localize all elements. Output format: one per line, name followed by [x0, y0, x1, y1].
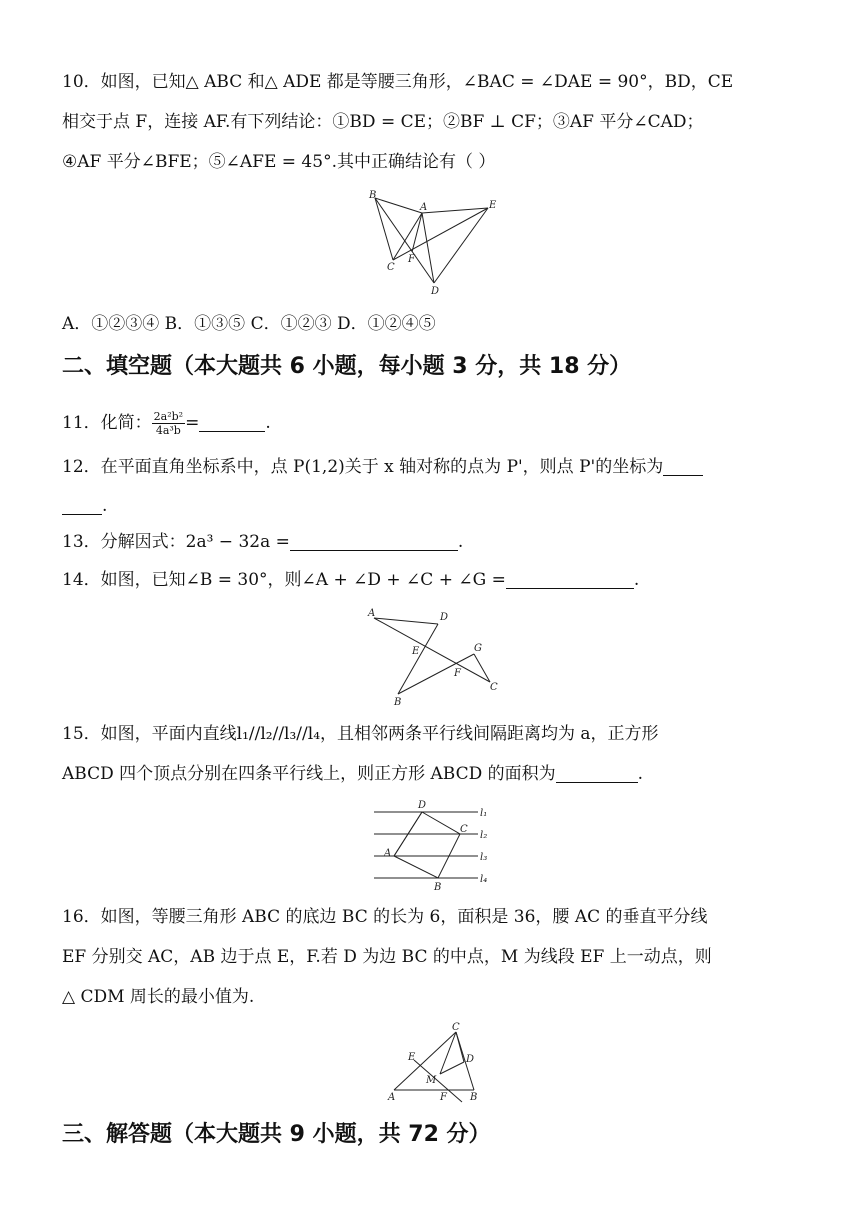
- q13-answer-blank[interactable]: [290, 532, 458, 551]
- q16-line1: 16．如图，等腰三角形 ABC 的底边 BC 的长为 6，面积是 36，腰 AC 的垂直平分线: [62, 907, 708, 927]
- q15-label-b: B: [434, 882, 442, 892]
- q15-end: .: [637, 764, 644, 784]
- q10-label-e: E: [489, 200, 497, 211]
- q11-numerator: 2a²b²: [153, 410, 184, 423]
- q16-label-d: D: [466, 1054, 475, 1065]
- q15-label-l1: l₁: [480, 808, 488, 819]
- q12-answer-blank-1[interactable]: [663, 457, 703, 476]
- q12-answer-blank-2[interactable]: [62, 496, 102, 515]
- q15-line1: 15．如图，平面内直线l₁//l₂//l₃//l₄，且相邻两条平行线间隔距离均为 a，正方形: [62, 724, 659, 744]
- q12-text: 12．在平面直角坐标系中，点 P(1,2)关于 x 轴对称的点为 P'，则点 P'的坐标为: [62, 457, 664, 477]
- q10-label-b: B: [369, 190, 377, 201]
- q13-text: 13．分解因式：2a³ − 32a =: [62, 532, 290, 552]
- q14-figure: [362, 604, 502, 708]
- q16-label-b: B: [470, 1092, 478, 1103]
- q11-line: [62, 410, 271, 437]
- q16-label-m: M: [426, 1075, 437, 1086]
- q16-figure: [384, 1020, 488, 1104]
- section3-title: 三、解答题（本大题共 9 小题，共 72 分）: [62, 1122, 491, 1147]
- q14-text: 14．如图，已知∠B = 30°，则∠A + ∠D + ∠C + ∠G =: [62, 570, 506, 590]
- q14-end: .: [633, 570, 640, 590]
- q15-label-l4: l₄: [480, 874, 488, 885]
- q12-line2: [62, 494, 107, 518]
- q10-label-c: C: [387, 262, 395, 273]
- q14-answer-blank[interactable]: [506, 570, 634, 589]
- q13-line: [62, 530, 463, 554]
- q15-label-a: A: [384, 848, 392, 859]
- q15-label-l2: l₂: [480, 830, 488, 841]
- q16-label-c: C: [452, 1022, 460, 1033]
- q15-figure: [372, 796, 500, 892]
- q10-options: A．①②③④ B．①③⑤ C．①②③ D．①②④⑤: [62, 314, 436, 334]
- q15-label-c: C: [460, 824, 468, 835]
- q14-label-c: C: [490, 682, 498, 693]
- q16-line2: EF 分别交 AC，AB 边于点 E，F.若 D 为边 BC 的中点，M 为线段 EF 上一动点，则: [62, 947, 712, 967]
- q11-fraction: [152, 410, 185, 437]
- q15-label-l3: l₃: [480, 852, 488, 863]
- q14-label-d: D: [440, 612, 449, 623]
- q14-label-e: E: [412, 646, 420, 657]
- q11-equals: =: [185, 413, 200, 433]
- q15-label-d: D: [418, 800, 427, 811]
- q10-label-d: D: [431, 286, 440, 297]
- q12-line1: [62, 455, 703, 479]
- section2-title: 二、填空题（本大题共 6 小题，每小题 3 分，共 18 分）: [62, 354, 632, 379]
- q11-denominator: 4a³b: [155, 424, 181, 437]
- q16-label-f: F: [440, 1092, 447, 1103]
- q10-line2: 相交于点 F，连接 AF.有下列结论：①BD = CE；②BF ⊥ CF；③AF 平分∠CAD；: [62, 112, 704, 132]
- q10-line1: 10．如图，已知△ ABC 和△ ADE 都是等腰三角形，∠BAC = ∠DAE = 90°，BD，CE: [62, 72, 734, 92]
- q16-line3: △ CDM 周长的最小值为.: [62, 987, 255, 1007]
- q15-text: ABCD 四个顶点分别在四条平行线上，则正方形 ABCD 的面积为: [62, 764, 556, 784]
- q10-figure: [360, 186, 510, 298]
- q10-label-a: A: [420, 202, 428, 213]
- q14-label-b: B: [394, 697, 402, 708]
- q10-line3: ④AF 平分∠BFE；⑤∠AFE = 45°.其中正确结论有（ ）: [62, 152, 496, 172]
- q16-label-a: A: [388, 1092, 396, 1103]
- q14-line: [62, 568, 639, 592]
- q10-label-f: F: [408, 254, 415, 265]
- q16-label-e: E: [408, 1052, 416, 1063]
- q11-prefix: 11．化简：: [62, 413, 152, 433]
- q15-line2: [62, 762, 643, 786]
- q11-end: .: [265, 413, 271, 433]
- q12-end: .: [102, 496, 108, 516]
- q14-label-g: G: [474, 643, 482, 654]
- q11-answer-blank[interactable]: [199, 413, 265, 432]
- q14-label-a: A: [368, 608, 376, 619]
- q14-label-f: F: [454, 668, 461, 679]
- q15-answer-blank[interactable]: [556, 764, 638, 783]
- q13-end: .: [457, 532, 464, 552]
